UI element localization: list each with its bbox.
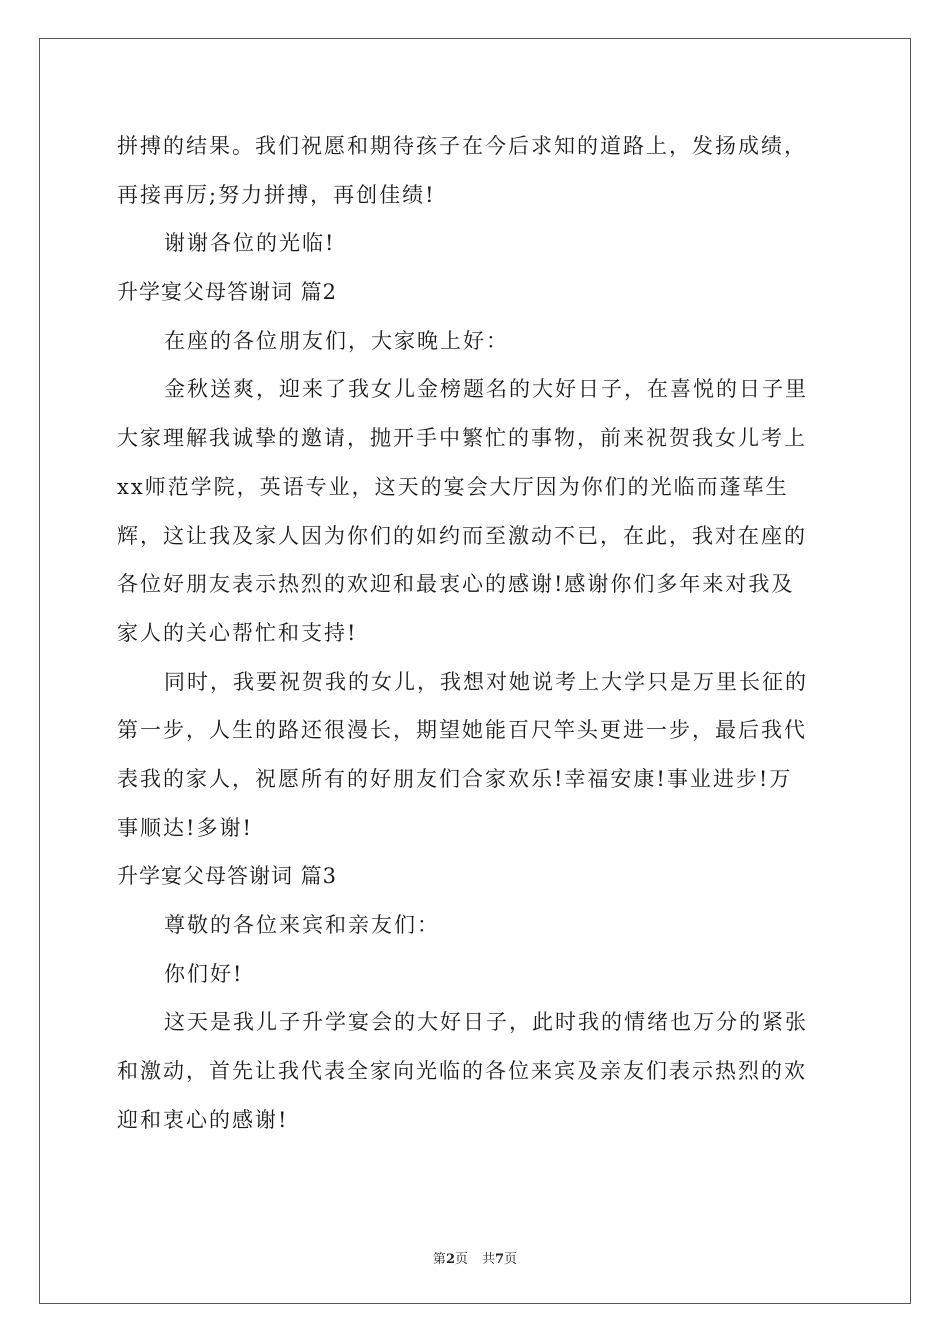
page-suffix: 页 (454, 1252, 468, 1267)
text-line: 和激动，首先让我代表全家向光临的各位来宾及亲友们表示热烈的欢 (117, 1059, 807, 1084)
page-prefix: 第 (432, 1252, 446, 1267)
text-line: 在座的各位朋友们，大家晚上好： (164, 328, 509, 353)
text-line: 家人的关心帮忙和支持! (117, 620, 358, 645)
text-line: 辉，这让我及家人因为你们的如约而至激动不已，在此，我对在座的 (117, 523, 807, 548)
text-line: 尊敬的各位来宾和亲友们： (164, 913, 440, 937)
page-footer (0, 1248, 950, 1267)
section-heading: 升学宴父母答谢词 篇2 (117, 280, 338, 305)
total-prefix: 共 (482, 1252, 496, 1267)
total-page-count: 7 (495, 1252, 505, 1267)
text-line: 再接再厉;努力拼搏，再创佳绩! (117, 182, 436, 207)
text-line: 迎和衷心的感谢! (117, 1107, 289, 1132)
section-heading: 升学宴父母答谢词 篇3 (117, 864, 338, 889)
text-line: 谢谢各位的光临! (164, 231, 336, 256)
text-line: xx师范学院，英语专业，这天的宴会大厅因为你们的光临而蓬荜生 (117, 474, 789, 499)
text-line: 同时，我要祝贺我的女儿，我想对她说考上大学只是万里长征的 (164, 669, 808, 694)
text-line: 拼搏的结果。我们祝愿和期待孩子在今后求知的道路上，发扬成绩， (117, 134, 807, 158)
text-line: 事顺达!多谢! (117, 815, 253, 840)
total-suffix: 页 (504, 1252, 518, 1267)
text-line: 表我的家人，祝愿所有的好朋友们合家欢乐!幸福安康!事业进步!万 (117, 766, 793, 791)
text-line: 大家理解我诚挚的邀请，抛开手中繁忙的事物，前来祝贺我女儿考上 (117, 426, 807, 451)
text-line: 金秋送爽，迎来了我女儿金榜题名的大好日子，在喜悦的日子里 (164, 377, 808, 402)
text-line: 这天是我儿子升学宴会的大好日子，此时我的情绪也万分的紧张 (164, 1010, 808, 1035)
document-body (117, 122, 833, 1144)
text-line: 你们好! (164, 961, 244, 986)
text-line: 各位好朋友表示热烈的欢迎和最衷心的感谢!感谢你们多年来对我及 (117, 572, 795, 597)
text-line: 第一步，人生的路还很漫长，期望她能百尺竿头更进一步，最后我代 (117, 718, 807, 743)
current-page-number: 2 (445, 1252, 455, 1267)
